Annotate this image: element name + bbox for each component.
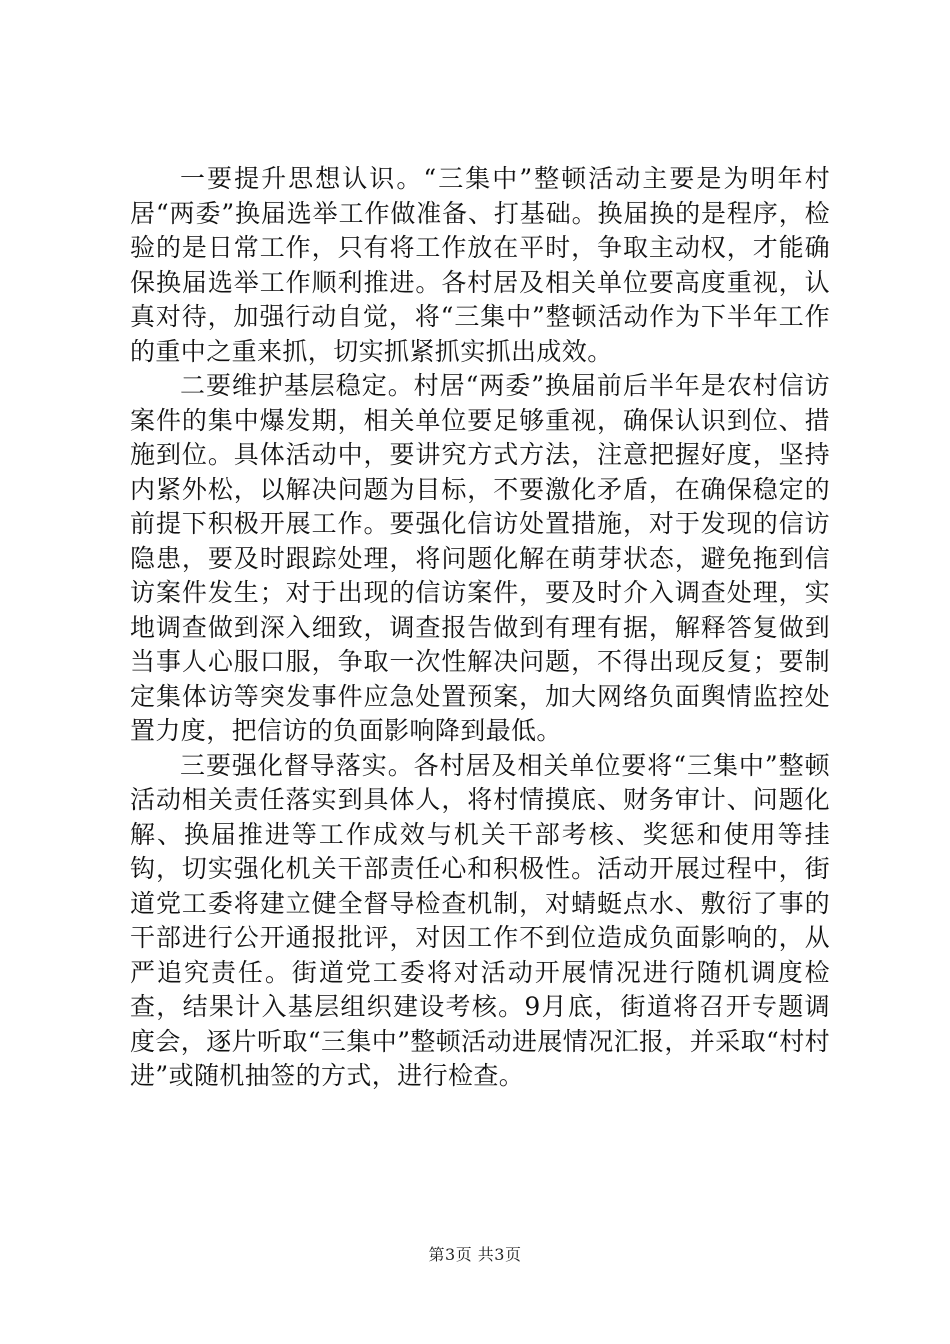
page-number-footer: 第3页 共3页	[428, 1245, 522, 1264]
paragraph-maintain-stability: 二要维护基层稳定。村居“两委”换届前后半年是农村信访案件的集中爆发期，相关单位要足够重视，确保认识到位、措施到位。具体活动中，要讲究方式方法，注意把握好度，坚持内紧外松，以解决问题为目标，不要激化矛盾，在确保稳定的前提下积极开展工作。要强化信访处置措施，对于发现的信访隐患，要及时跟踪处理，将问题化解在萌芽状态，避免拖到信访案件发生；对于出现的信访案件，要及时介入调查处理，实地调查做到深入细致，调查报告做到有理有据，解释答复做到当事人心服口服，争取一次性解决问题，不得出现反复；要制定集体访等突发事件应急处置预案，加大网络负面舆情监控处置力度，把信访的负面影响降到最低。	[130, 371, 830, 745]
document-body	[130, 162, 830, 1094]
paragraph-raise-awareness: 一要提升思想认识。“三集中”整顿活动主要是为明年村居“两委”换届选举工作做准备、打基础。换届换的是程序，检验的是日常工作，只有将工作放在平时，争取主动权，才能确保换届选举工作顺利推进。各村居及相关单位要高度重视，认真对待，加强行动自觉，将“三集中”整顿活动作为下半年工作的重中之重来抓，切实抓紧抓实抓出成效。	[130, 164, 830, 366]
paragraph-supervision: 三要强化督导落实。各村居及相关单位要将“三集中”整顿活动相关责任落实到具体人，将村情摸底、财务审计、问题化解、换届推进等工作成效与机关干部考核、奖惩和使用等挂钩，切实强化机关干部责任心和积极性。活动开展过程中，街道党工委将建立健全督导检查机制，对蜻蜓点水、敷衍了事的干部进行公开通报批评，对因工作不到位造成负面影响的，从严追究责任。街道党工委将对活动开展情况进行随机调度检查，结果计入基层组织建设考核。9月底，街道将召开专题调度会，逐片听取“三集中”整顿活动进展情况汇报，并采取“村村进”或随机抽签的方式，进行检查。	[130, 750, 830, 1090]
